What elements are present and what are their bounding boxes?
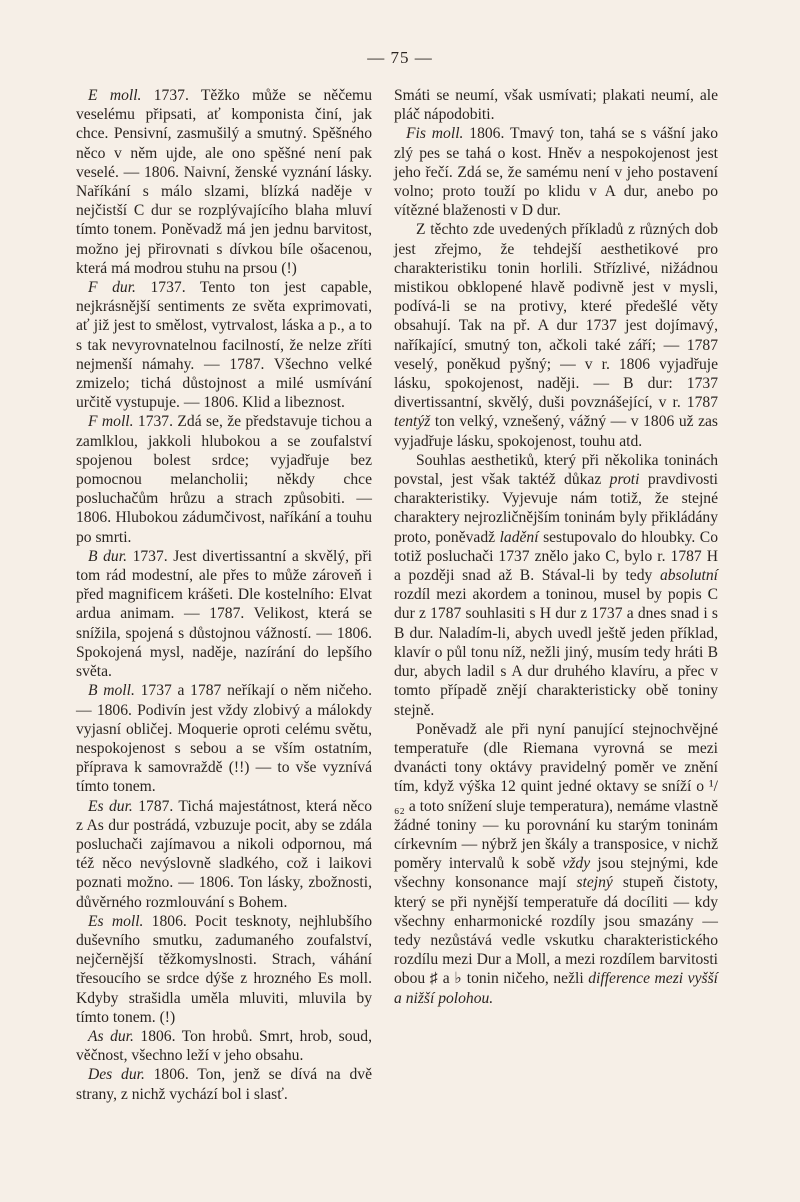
entry-e-moll bbox=[76, 86, 372, 278]
entry-text: 1737. Tento ton jest capable, nejkrásnější sentiments ze světa exprimovati, ať již jest to smělost, vytrvalost, láska a p., a to s tak nevyrovnatelnou facilností, že nelze zříti nejmenší námahy. — 1787. Všechno velké zmizelo; tichá důstojnost a milé usmívání určitě vystupuje. — 1806. Klid a libeznost. bbox=[76, 279, 372, 412]
entry-text: 1806. Tmavý ton, tahá se s vášní jako zlý pes se tahá o kost. Hněv a nespokojenost jest jeho řečí. Zdá se, že samému není v jeho postavení volno; proto touží po klidu v A dur, anebo po vítězné blaženosti v D dur. bbox=[394, 125, 718, 220]
text-run: pravdivosti charakteristiky. Vyjevuje nám totiž, že stejné charaktery nejrozličnějším toninám byly přikládány proto, poněvadž bbox=[394, 471, 718, 546]
entry-es-moll bbox=[76, 912, 372, 1027]
text-run: Z těchto zde uvedených příkladů z různých dob jest zřejmo, že tehdejší aesthetikové pro charakteristiku tonin horlili. Střízlivé, nižádnou mistikou obklopené hlavě podivně jest v mysli, podívá-li se na protivy, které předešlé věty obsahují. Tak na př. A dur 1737 jest dojímavý, naříkající, smutný ton, ačkoli také září; — 1787 veselý, poněkud pyšný; — v r. 1806 vyjadřuje lásku, spokojenost, naději. — B dur: 1737 divertissantní, skvělý, duši povznášející, v r. 1787 bbox=[394, 221, 718, 412]
entry-text: 1787. Tichá majestátnost, která něco z As dur postrádá, vzbuzuje pocit, aby se zdála posluchači zajímavou a nikoli odpornou, má též něco nevýslovně sladkého, což i laikovi poznati možno. — 1806. Ton lásky, zbožnosti, důvěrného rozmlouvání s Bohem. bbox=[76, 797, 372, 911]
emphasis: vždy bbox=[562, 855, 591, 873]
continuation-paragraph: Smáti se neumí, však usmívati; plakati neumí, ale pláč nápodobiti. bbox=[394, 87, 718, 124]
paragraph-examples bbox=[394, 220, 718, 450]
entry-des-dur bbox=[76, 1065, 372, 1103]
key-name: As dur. bbox=[88, 1027, 134, 1045]
emphasis: proti bbox=[609, 471, 640, 489]
entry-text: 1806. Ton, jenž se dívá na dvě strany, z nichž vychází bol i slasť. bbox=[76, 1066, 372, 1103]
entry-text: 1737 a 1787 neříkají o něm ničeho. — 1806. Podivín jest vždy zlobivý a málokdy vyjasní obličej. Moquerie oproti celému světu, nespokojenost s sebou a se vším ostatním, příprava k samovraždě (!!) — to vše vyznívá tímto tonem. bbox=[76, 682, 372, 796]
text-run: sestupovalo do hloubky. Co totiž posluchači 1737 znělo jako C, bylo r. 1787 H a později snad až B. Stával-li by tedy bbox=[394, 528, 719, 585]
key-name: E moll. bbox=[88, 87, 142, 104]
entry-text: 1806. Pocit tesknoty, nejhlubšího duševního smutku, zadumaného zoufalství, nejčernější těžkomyslnosti. Strach, váhání třesoucího se srdce dýše z hrozného Es moll. Kdyby strašidla uměla mluviti, mluvila by tímto tonem. (!) bbox=[76, 912, 372, 1026]
key-name: Es moll. bbox=[88, 912, 144, 930]
entry-fis-moll bbox=[394, 124, 718, 220]
left-column bbox=[76, 86, 372, 1104]
entry-text: 1737. Zdá se, že představuje tichou a zamlklou, jakkoli hlubokou a se zoufalství spojenou bolest srdce; vyjadřuje bez pomocnou melancholii; někdy chce posluchačům hrůzu a strach způsobiti. — 1806. Hlubokou zádumčivost, naříkání a touhu po smrti. bbox=[76, 413, 373, 546]
text-run: ton velký, vznešený, vážný — v 1806 už zas vyjadřuje lásku, spokojenost, touhu atd. bbox=[394, 413, 718, 450]
page-number: — 75 — bbox=[367, 48, 433, 67]
key-name: B dur. bbox=[88, 547, 127, 565]
emphasis: ladění bbox=[499, 528, 539, 546]
emphasis: stejný bbox=[576, 874, 613, 892]
paragraph-agreement bbox=[394, 451, 718, 720]
right-column bbox=[394, 86, 718, 1008]
entry-text: 1737. Jest divertissantní a skvělý, při tom rád modestní, ale přes to může zároveň i před magnificem krášeti. Dle kostelního: Elvat ardua animam. — 1787. Velikost, která se snížila, spojená s důstojnou vážností. — 1806. Spokojená mysl, naděje, nazírání do lepšího světa. bbox=[76, 547, 372, 681]
text-run: Poněvadž ale při nyní panující stejnochvějné temperatuře (dle Riemana vyrovná se mezi dvanácti tony oktávy pravidelný poměr ve znění tím, když výška 12 quint jedné oktavy se sníží o ¹/₆₂ a toto snížení sluje temperatura), nemáme vlastně žádné toniny — ku porovnání ku starým toninám církevním — nýbrž jen škály a transposice, v nichž poměry intervalů k sobě bbox=[394, 720, 718, 873]
paragraph-temperament bbox=[394, 720, 718, 1008]
entry-as-dur bbox=[76, 1027, 372, 1065]
key-name: F dur. bbox=[88, 279, 136, 297]
key-name: F moll. bbox=[88, 413, 134, 431]
key-name: Fis moll. bbox=[406, 125, 464, 143]
entry-f-dur bbox=[76, 278, 372, 412]
entry-es-dur bbox=[76, 797, 372, 912]
emphasis: tentýž bbox=[394, 413, 431, 431]
emphasis: difference mezi vyšší a nižší polohou. bbox=[394, 970, 718, 1007]
text-run: rozdíl mezi akordem a toninou, musel by popis C dur z 1787 souhlasiti s H dur z 1737 a dnes snad i s B dur. Naladím-li, abych uvedl ještě jeden příklad, klavír o půl tonu níž, nežli jiný, musím tedy hráti B dur, abych ladil s A dur druhého klavíru, a přec v tomto případě znějí charakteristicky obě toniny stejně. bbox=[394, 586, 718, 719]
emphasis: absolutní bbox=[659, 567, 718, 585]
key-name: B moll. bbox=[88, 682, 135, 700]
entry-b-moll bbox=[76, 681, 372, 796]
entry-text: 1806. Ton hrobů. Smrt, hrob, soud, věčnost, všechno leží v jeho obsahu. bbox=[76, 1027, 372, 1065]
text-run: Souhlas aesthetiků, který při několika toninách povstal, jest však taktéž důkaz bbox=[394, 451, 718, 489]
text-run: stupeň čistoty, který se při nynější temperatuře dá docíliti — kdy všechny enharmonické rozdíly jsou smazány — tedy nezůstává vedle vskutku charakteristického rozdílu mezi Dur a Moll, a mezi rozdílem barvitosti obou ♯ a ♭ tonin ničeho, nežli bbox=[394, 874, 718, 988]
entry-f-moll bbox=[76, 412, 372, 546]
entry-text: 1737. Těžko může se něčemu veselému připsati, ať komponista činí, jak chce. Pensivní, zasmušilý a smutný. Spěšného něco v něm ujde, ale ono spěšné není pak veselé. — 1806. Naivní, ženské vyznání lásky. Naříkání s málo slzami, blízká naděje v nejčistší C dur se rozplývajícího blaha mluví tímto tonem. Poněvadž má jen jednu barvitost, možno jej přirovnati s dívkou bíle ošacenou, která má modrou stuhu na prsou (!) bbox=[76, 87, 372, 277]
key-name: Des dur. bbox=[88, 1066, 145, 1084]
key-name: Es dur. bbox=[88, 797, 133, 815]
text-run: jsou stejnými, kde všechny konsonance mají bbox=[394, 855, 718, 892]
entry-b-dur bbox=[76, 547, 372, 681]
